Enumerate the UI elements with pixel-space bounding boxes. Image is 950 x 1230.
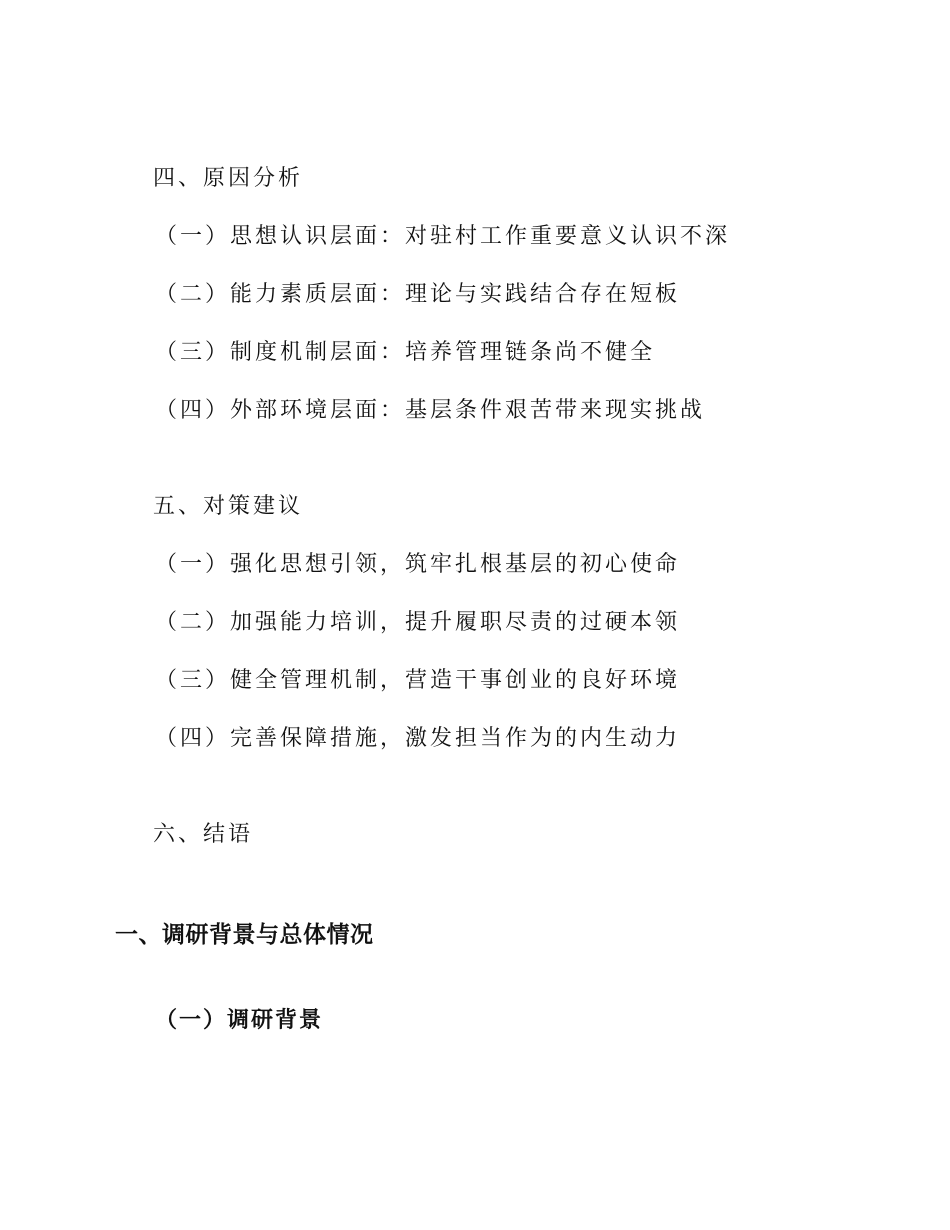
outline-item: （二）加强能力培训，提升履职尽责的过硬本领 bbox=[155, 610, 681, 635]
outline-item: （四）完善保障措施，激发担当作为的内生动力 bbox=[155, 726, 681, 751]
outline-item: （一）思想认识层面：对驻村工作重要意义认识不深 bbox=[155, 224, 731, 249]
section-subtitle: （一）调研背景 bbox=[155, 1008, 324, 1033]
outline-item: （三）制度机制层面：培养管理链条尚不健全 bbox=[155, 340, 656, 365]
outline-item: （四）外部环境层面：基层条件艰苦带来现实挑战 bbox=[155, 398, 706, 423]
outline-item: （二）能力素质层面：理论与实践结合存在短板 bbox=[155, 282, 681, 307]
outline-heading-countermeasures: 五、对策建议 bbox=[153, 494, 304, 519]
chapter-title: 一、调研背景与总体情况 bbox=[115, 922, 374, 948]
outline-item: （一）强化思想引领，筑牢扎根基层的初心使命 bbox=[155, 552, 681, 577]
outline-heading-conclusion: 六、结语 bbox=[153, 822, 254, 847]
outline-item: （三）健全管理机制，营造干事创业的良好环境 bbox=[155, 668, 681, 693]
outline-heading-reason-analysis: 四、原因分析 bbox=[153, 166, 304, 191]
